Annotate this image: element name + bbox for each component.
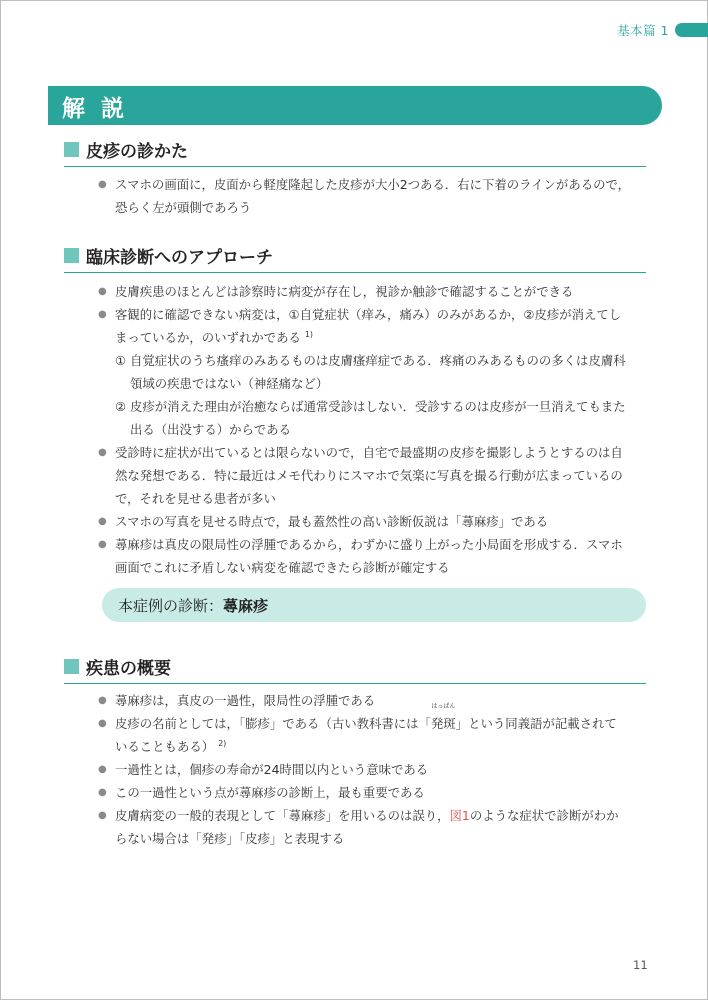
ruby-reading: はっぱん	[431, 703, 456, 710]
bullet-icon: ●	[98, 764, 107, 775]
bullet-icon: ●	[98, 516, 107, 527]
line: 蕁麻疹は真皮の限局性の浮腫であるから，わずかに盛り上がった小局面を形成する．スマホ	[115, 537, 623, 552]
sub-number: ①	[115, 353, 127, 368]
diagnosis-box	[102, 588, 646, 622]
section-heading-approach	[64, 242, 646, 273]
bullet-icon: ●	[98, 286, 107, 297]
line: 画面でこれに矛盾しない病変を確認できたら診断が確定する	[115, 560, 450, 575]
section-heading-overview	[64, 653, 646, 684]
bullet-icon: ●	[98, 718, 107, 729]
diagnosis-label	[118, 595, 268, 616]
chapter-tab	[617, 22, 708, 37]
line: 一過性とは，個疹の寿命が24時間以内という意味である	[115, 762, 429, 777]
line: 恐らく左が頭側であろう	[115, 200, 252, 215]
line: この一過性という点が蕁麻疹の診断上，最も重要である	[115, 785, 425, 800]
line: スマホの画面に，皮面から軽度隆起した皮疹が大小2つある．右に下着のラインがあるので，	[115, 177, 631, 192]
heading-square-icon	[64, 142, 79, 157]
section-title: 臨床診断へのアプローチ	[86, 248, 273, 268]
line: 領域の疾患ではない（神経痛など）	[130, 376, 329, 391]
sub-item	[115, 349, 646, 395]
list-item	[98, 758, 646, 781]
line: で，それを見せる患者が多い	[115, 491, 276, 506]
ruby-base: 発斑	[430, 716, 456, 731]
sub-item	[115, 395, 646, 441]
ruby-word	[430, 703, 456, 735]
list-item	[98, 173, 646, 219]
line: 蕁麻疹は，真皮の一過性，限局性の浮腫である	[115, 693, 376, 708]
list-item	[98, 804, 646, 850]
bullet-icon: ●	[98, 179, 107, 190]
list-item	[98, 510, 646, 533]
section-title: 疾患の概要	[86, 659, 171, 679]
line: 客観的に確認できない病変は，①自覚症状（痒み，痛み）のみがあるか，②皮疹が消えてし	[115, 307, 622, 322]
line: 」という同義語が記載されて	[455, 716, 617, 731]
diagnosis-value: 蕁麻疹	[223, 597, 269, 615]
line: まっているか，のいずれかである	[115, 330, 301, 345]
section-banner	[48, 86, 662, 125]
bullet-icon: ●	[98, 695, 107, 706]
line: 受診時に症状が出ているとは限らないので，自宅で最盛期の皮疹を撮影しようとするのは自	[115, 445, 623, 460]
line: スマホの写真を見せる時点で，最も蓋然性の高い診断仮説は「蕁麻疹」である	[115, 514, 549, 529]
line: らない場合は「発疹」「皮疹」と表現する	[115, 831, 345, 846]
line: 皮疹が消えた理由が治癒ならば通常受診はしない．受診するのは皮疹が一旦消えてもまた	[130, 399, 626, 414]
line: 然な発想である．特に最近はメモ代わりにスマホで気楽に写真を撮る行動が広まっているの	[115, 468, 623, 483]
heading-square-icon	[64, 248, 79, 263]
list-item	[98, 303, 646, 349]
bullet-icon: ●	[98, 787, 107, 798]
sub-number: ②	[115, 399, 127, 414]
chapter-bar	[675, 23, 708, 37]
chapter-label: 基本篇 1	[617, 22, 669, 38]
bullet-icon: ●	[98, 447, 107, 458]
bullet-icon: ●	[98, 309, 107, 320]
list-item	[98, 781, 646, 804]
section-heading-appearance	[64, 136, 646, 167]
list-item	[98, 533, 646, 579]
line: 自覚症状のうち瘙痒のみあるものは皮膚瘙痒症である．疼痛のみあるものの多くは皮膚科	[130, 353, 626, 368]
section-title: 皮疹の診かた	[86, 142, 188, 162]
list-item	[98, 689, 646, 712]
line: 皮膚病変の一般的表現として「蕁麻疹」を用いるのは誤り，	[115, 808, 450, 823]
bullet-icon: ●	[98, 539, 107, 550]
list-item	[98, 441, 646, 510]
heading-square-icon	[64, 659, 79, 674]
line: 出る（出没する）からである	[130, 422, 291, 437]
diagnosis-prefix: 本症例の診断：	[118, 597, 224, 615]
banner-title: 解 説	[62, 96, 129, 122]
reference-marker: 2)	[218, 739, 227, 748]
line: のような症状で診断がわか	[469, 808, 619, 823]
list-item	[98, 280, 646, 303]
line: 皮疹の名前としては，「膨疹」である（古い教科書には「	[115, 716, 431, 731]
figure-link[interactable]: 図1	[449, 808, 470, 823]
bullet-icon: ●	[98, 810, 107, 821]
reference-marker: 1)	[304, 330, 314, 339]
page-number: 11	[633, 958, 648, 972]
list-item	[98, 703, 646, 758]
line: いることもある）	[115, 739, 215, 754]
line: 皮膚疾患のほとんどは診察時に病変が存在し，視診か触診で確認することができる	[115, 284, 574, 299]
